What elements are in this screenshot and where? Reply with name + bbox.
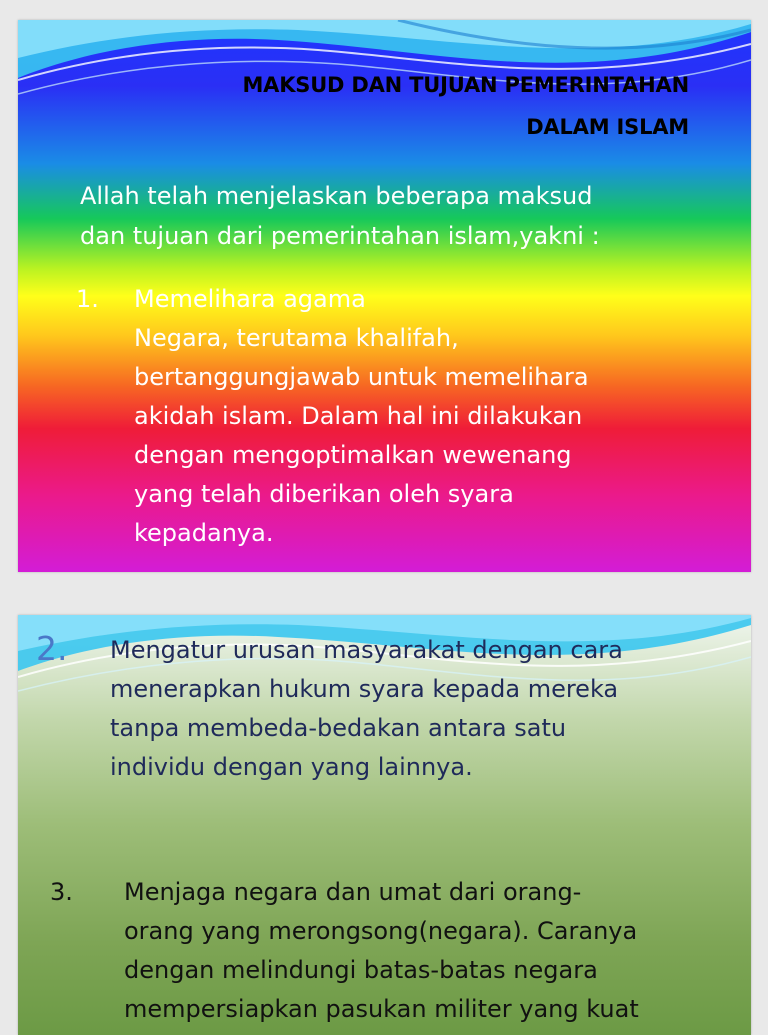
- title-line-2: DALAM ISLAM: [526, 115, 689, 139]
- item-line: individu dengan yang lainnya.: [110, 753, 473, 781]
- slide-1: [18, 20, 751, 572]
- intro-line-2: dan tujuan dari pemerintahan islam,yakni :: [80, 222, 600, 250]
- item-line: Mengatur urusan masyarakat dengan cara: [110, 636, 623, 664]
- list-number: 2.: [36, 629, 68, 668]
- item-line: bertanggungjawab untuk memelihara: [134, 363, 589, 391]
- item-line: mempersiapkan pasukan militer yang kuat: [124, 995, 639, 1023]
- list-text: [124, 873, 639, 1029]
- list-text: [110, 631, 623, 787]
- slide-2: [18, 615, 751, 1035]
- item-line: akidah islam. Dalam hal ini dilakukan: [134, 402, 583, 430]
- item-line: orang yang merongsong(negara). Caranya: [124, 917, 638, 945]
- list-number: 3.: [50, 878, 73, 906]
- item-line: tanpa membeda-bedakan antara satu: [110, 714, 567, 742]
- item-line: kepadanya.: [134, 519, 274, 547]
- item-line: yang telah diberikan oleh syara: [134, 480, 514, 508]
- item-line: Negara, terutama khalifah,: [134, 324, 459, 352]
- slide-title: [242, 64, 689, 148]
- title-line-1: MAKSUD DAN TUJUAN PEMERINTAHAN: [242, 73, 689, 97]
- list-item-3: [50, 873, 730, 1029]
- list-item-1: [76, 280, 716, 553]
- list-text: [134, 280, 589, 553]
- intro-text: [80, 176, 720, 256]
- item-line: Memelihara agama: [134, 285, 366, 313]
- list-item-2: [36, 631, 716, 787]
- item-line: Menjaga negara dan umat dari orang-: [124, 878, 582, 906]
- item-line: dengan melindungi batas-batas negara: [124, 956, 598, 984]
- intro-line-1: Allah telah menjelaskan beberapa maksud: [80, 182, 593, 210]
- item-line: dengan mengoptimalkan wewenang: [134, 441, 572, 469]
- item-line: menerapkan hukum syara kepada mereka: [110, 675, 619, 703]
- list-number: 1.: [76, 285, 99, 313]
